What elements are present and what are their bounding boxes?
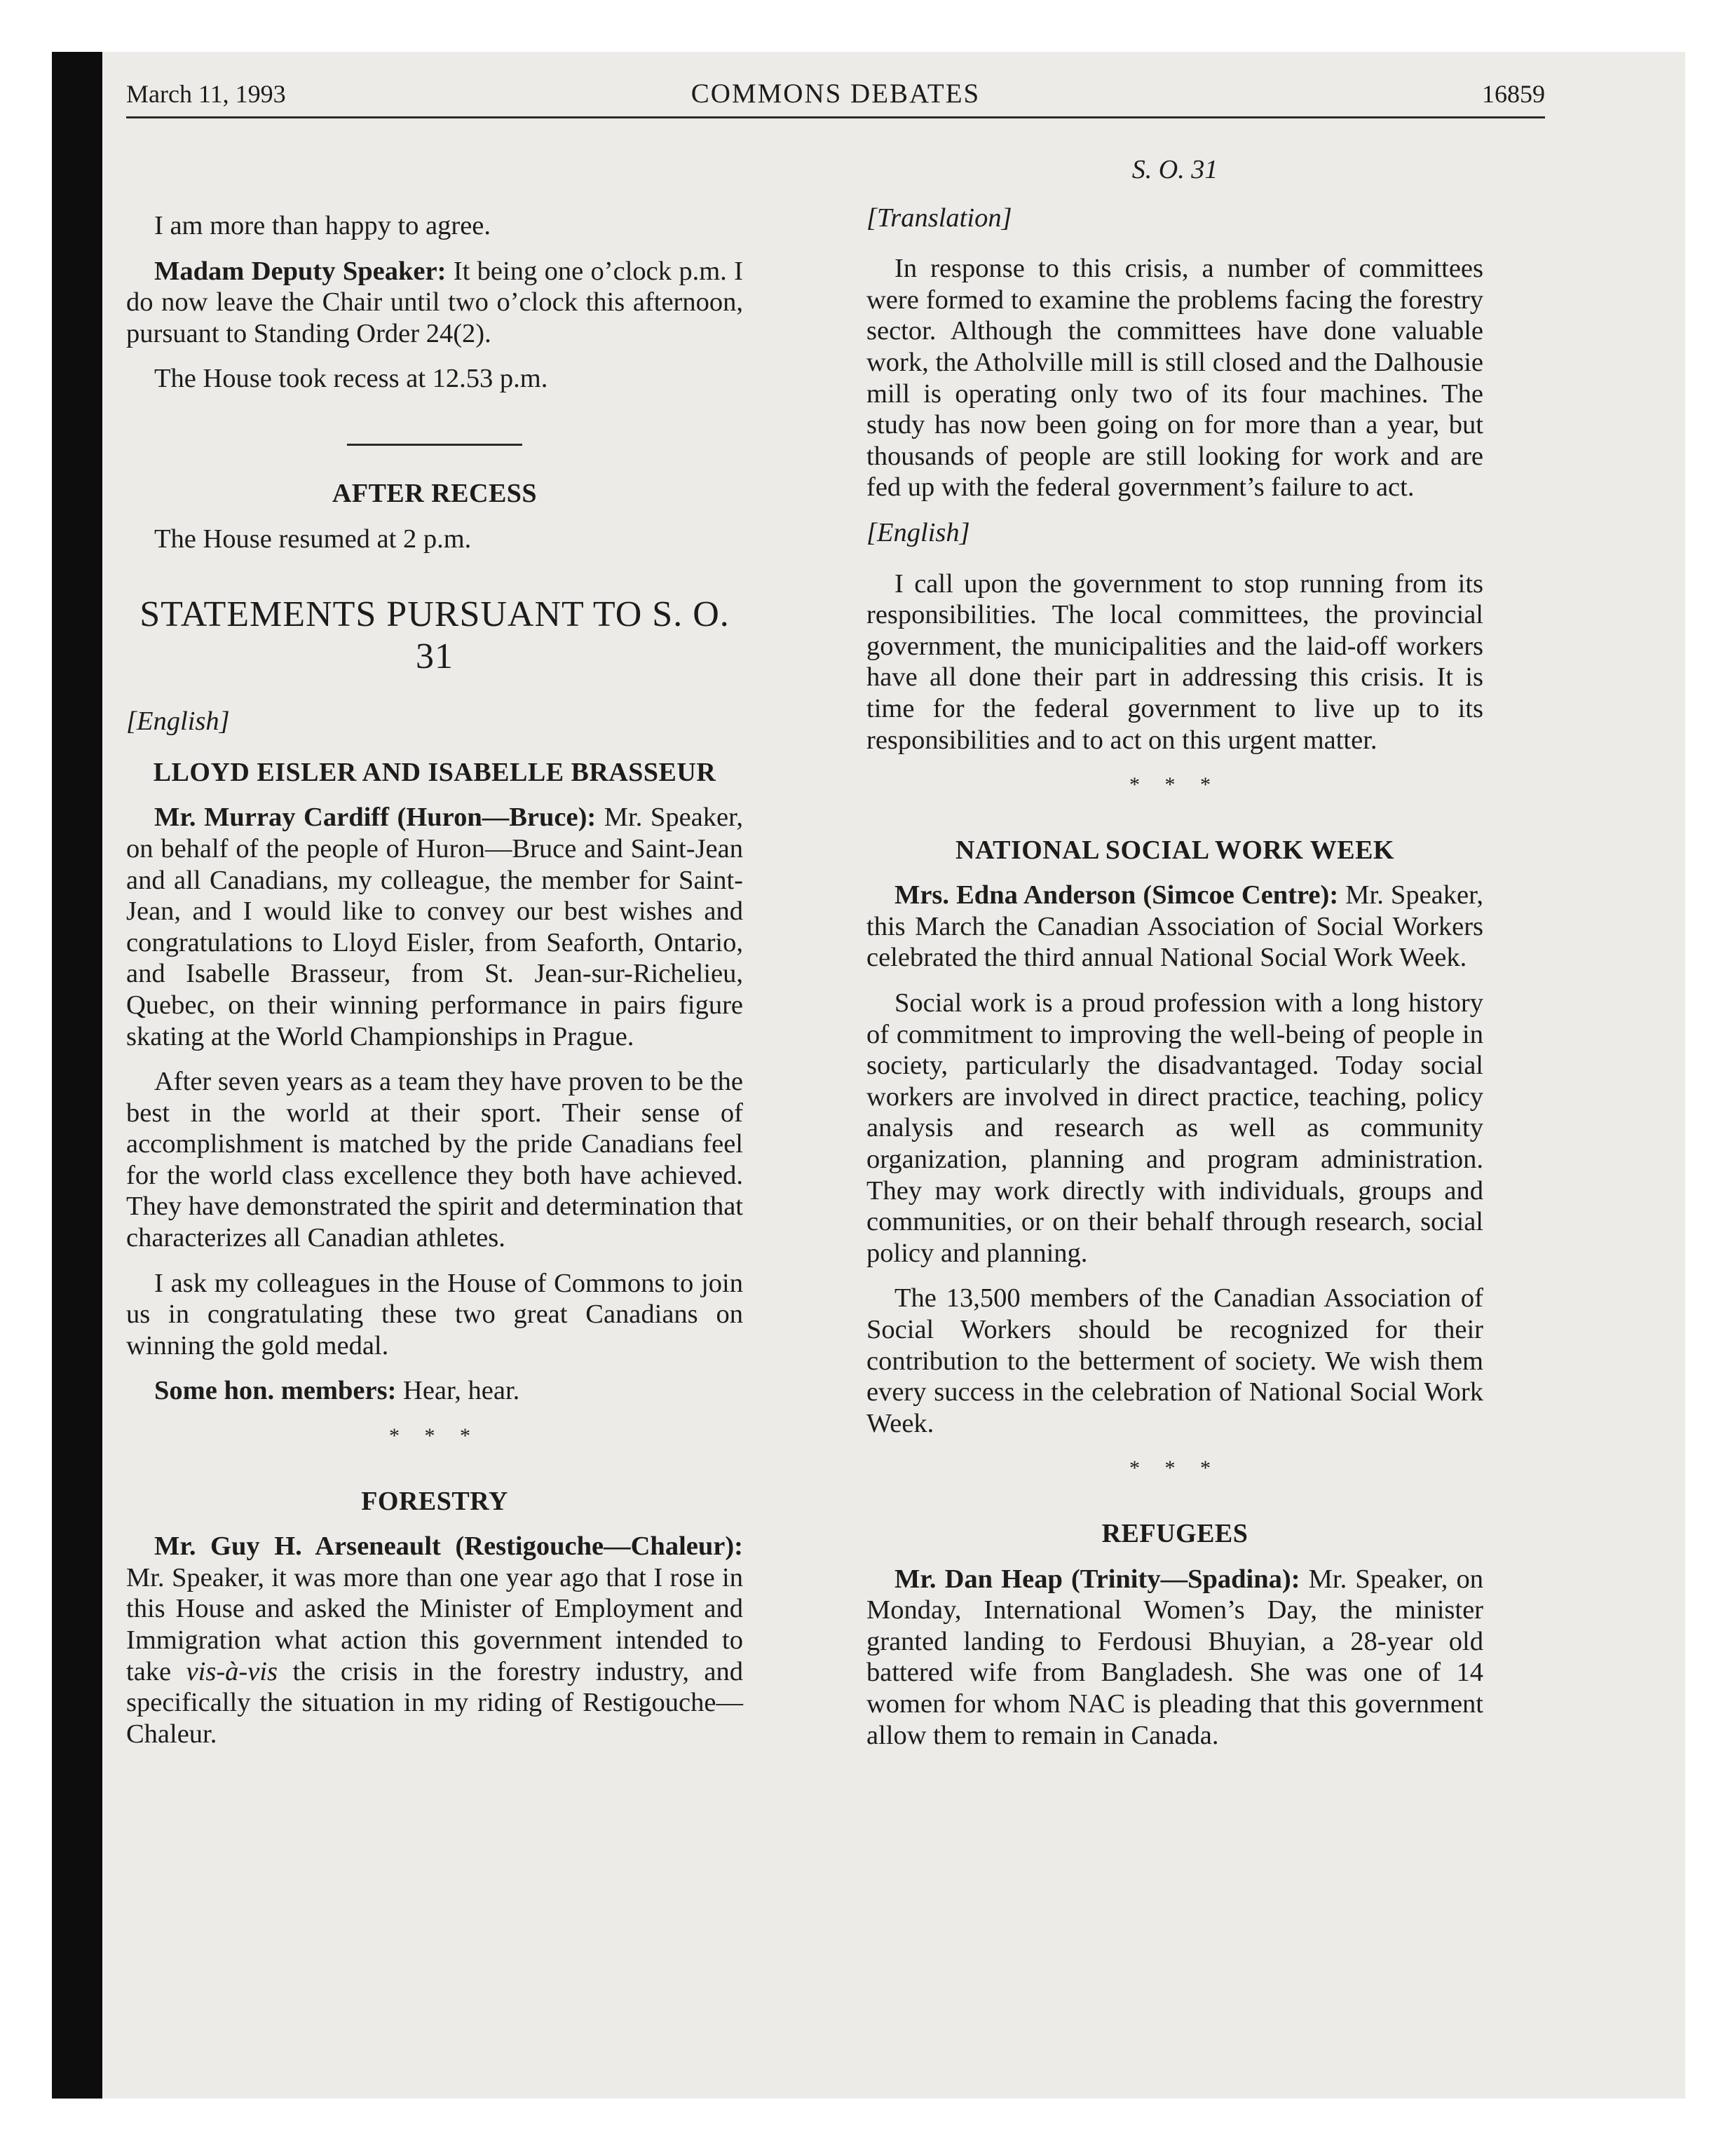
header-title: COMMONS DEBATES — [690, 79, 981, 109]
speaker-name: Mrs. Edna Anderson (Simcoe Centre): — [894, 880, 1339, 910]
header-page-number: 16859 — [1482, 80, 1545, 108]
italic-phrase: vis-à-vis — [186, 1656, 278, 1686]
paragraph — [126, 1531, 743, 1749]
section-heading: STATEMENTS PURSUANT TO S. O. 31 — [140, 594, 730, 677]
page-header — [126, 76, 1545, 112]
translation-tag: [Translation] — [866, 203, 1012, 233]
paragraph — [126, 256, 743, 350]
section-stars: * * * — [1129, 1456, 1220, 1480]
paragraph — [866, 1564, 1483, 1752]
paragraph: The House resumed at 2 p.m. — [154, 524, 472, 554]
speaker-name: Mr. Guy H. Arseneault (Restigouche—Chaleur): — [154, 1531, 743, 1562]
section-divider — [347, 444, 522, 446]
paragraph: The 13,500 members of the Canadian Association of Social Workers should be recognized for their contribution to the betterment of society. We wish them every success in the celebration of National Social Work Week. — [866, 1283, 1483, 1438]
subheading: REFUGEES — [1101, 1518, 1248, 1548]
subheading: LLOYD EISLER AND ISABELLE BRASSEUR — [153, 757, 716, 787]
section-stars: * * * — [389, 1424, 480, 1448]
speech-text: Hear, hear. — [396, 1376, 520, 1406]
paragraph: In response to this crisis, a number of committees were formed to examine the problems facing the forestry sector. Although the committees have done valuable work, the Atholville mill is still closed and the Dalhousie mill is operating only two of its four machines. The study has now been going on for more than a year, but thousands of people are still looking for work and are fed up with the federal government’s failure to act. — [866, 254, 1483, 503]
paragraph — [126, 802, 743, 1052]
speaker-name: Some hon. members: — [154, 1376, 397, 1406]
speaker-name: Mr. Murray Cardiff (Huron—Bruce): — [154, 803, 597, 833]
binding-edge — [52, 52, 102, 2099]
header-date: March 11, 1993 — [126, 80, 286, 108]
language-tag: [English] — [866, 517, 970, 547]
speaker-name: Mr. Dan Heap (Trinity—Spadina): — [894, 1564, 1300, 1594]
subheading: NATIONAL SOCIAL WORK WEEK — [955, 835, 1394, 865]
speech-text: Mr. Speaker, it was more than one year ago that I rose in this House and asked the Minister of Employment and Immigration what action this government intended to take — [126, 1562, 743, 1686]
section-stars: * * * — [1129, 773, 1220, 797]
speech-text: Mr. Speaker, on behalf of the people of Huron—Bruce and Saint-Jean and all Canadians, my colleague, the member for Saint-Jean, and I would like to convey our best wishes and congratulations to Lloyd Eisler, from Seaforth, Ontario, and Isabelle Brasseur, from St. Jean-sur-Richelieu, Quebec, on their winning performance in pairs figure skating at the World Championships in Prague. — [126, 803, 743, 1051]
paragraph: Social work is a proud profession with a long history of commitment to improving the well-being of people in society, particularly the disadvantaged. Today social workers are involved in direct practice, teaching, policy analysis and research as well as community organization, planning and program administration. They may work directly with individuals, groups and communities, or on their behalf through research, social policy and planning. — [866, 988, 1483, 1268]
paragraph: After seven years as a team they have proven to be the best in the world at their sport. Their sense of accomplishment is matched by the pride Canadians feel for the world class excellence they both have achieved. They have demonstrated the spirit and determination that characterizes all Canadian athletes. — [126, 1067, 743, 1253]
paragraph: I call upon the government to stop running from its responsibilities. The local committees, the provincial government, the municipalities and the laid-off workers have all done their part in addressing this crisis. It is time for the federal government to live up to its responsibilities and to act on this urgent matter. — [866, 568, 1483, 755]
speech-text: It being one o’clock p.m. I do now leave the Chair until two o’clock this afternoon, pursuant to Standing Order 24(2). — [126, 256, 743, 348]
paragraph — [126, 1375, 743, 1407]
paragraph — [866, 880, 1483, 974]
right-column — [866, 154, 1483, 1765]
speaker-name: Madam Deputy Speaker: — [154, 256, 447, 286]
language-tag: [English] — [126, 707, 230, 737]
header-rule — [126, 116, 1545, 118]
paragraph: I am more than happy to agree. — [154, 211, 491, 240]
subheading: FORESTRY — [361, 1486, 508, 1516]
so31-label: S. O. 31 — [1131, 155, 1218, 184]
speech-text: Mr. Speaker, on Monday, International Women’s Day, the minister granted landing to Ferdousi Bhuyian, a 28-year old battered wife from Bangladesh. She was one of 14 women for whom NAC is pleading that this government allow them to remain in Canada. — [866, 1564, 1483, 1750]
paragraph: I ask my colleagues in the House of Commons to join us in congratulating these two great Canadians on winning the gold medal. — [126, 1268, 743, 1360]
after-recess-heading: AFTER RECESS — [332, 478, 538, 508]
speech-text: the crisis in the forestry industry, and specifically the situation in my riding of Restigouche—Chaleur. — [126, 1656, 743, 1749]
left-column — [126, 210, 743, 1763]
paragraph: The House took recess at 12.53 p.m. — [154, 364, 548, 394]
speech-text: Mr. Speaker, this March the Canadian Association of Social Workers celebrated the third annual National Social Work Week. — [866, 880, 1483, 973]
